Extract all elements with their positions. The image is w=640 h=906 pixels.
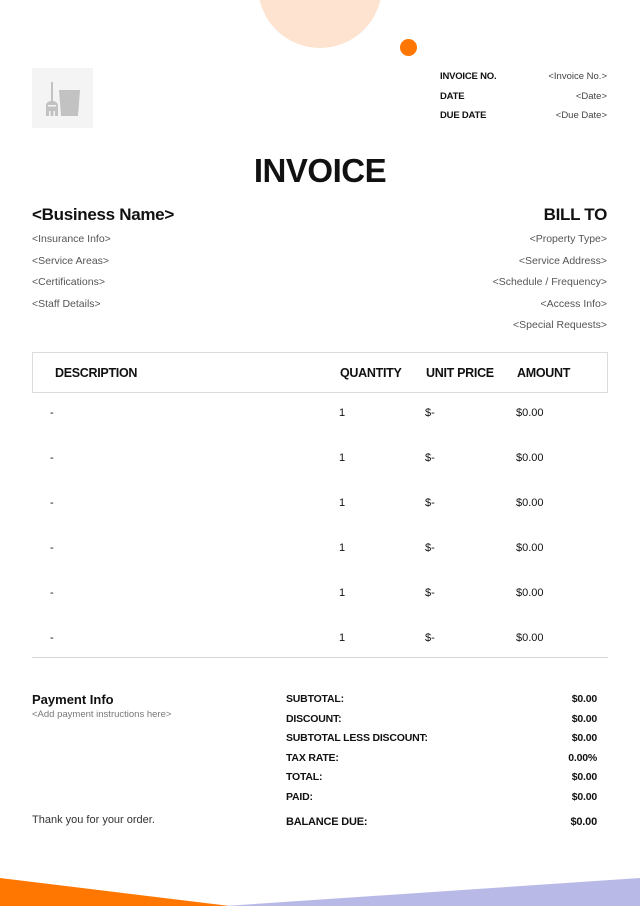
table-row bbox=[32, 448, 608, 468]
cleaning-broom-bucket-icon bbox=[43, 80, 83, 116]
table-row bbox=[32, 628, 608, 648]
date-value[interactable]: <Date> bbox=[575, 90, 607, 102]
tax-rate-value[interactable]: 0.00% bbox=[568, 751, 597, 764]
row-description[interactable]: - bbox=[50, 542, 54, 554]
date-label: DATE bbox=[440, 90, 465, 102]
table-row bbox=[32, 403, 608, 423]
special-requests[interactable]: <Special Requests> bbox=[513, 319, 607, 331]
business-name[interactable]: <Business Name> bbox=[32, 205, 174, 224]
page-title: INVOICE bbox=[253, 152, 387, 189]
table-header bbox=[32, 352, 608, 393]
row-quantity[interactable]: 1 bbox=[339, 632, 346, 644]
business-logo bbox=[32, 68, 93, 128]
discount-row bbox=[286, 710, 597, 730]
tax-rate-row bbox=[286, 749, 597, 769]
header-description: DESCRIPTION bbox=[55, 366, 138, 380]
payment-info bbox=[32, 692, 272, 720]
totals-summary bbox=[286, 690, 597, 833]
row-amount: $0.00 bbox=[516, 452, 544, 464]
discount-value[interactable]: $0.00 bbox=[571, 712, 597, 725]
balance-due-value: $0.00 bbox=[570, 816, 597, 828]
row-description[interactable]: - bbox=[50, 407, 54, 419]
header-unit-price: UNIT PRICE bbox=[426, 366, 494, 380]
invoice-no-label: INVOICE NO. bbox=[440, 71, 497, 83]
balance-due-label: BALANCE DUE: bbox=[286, 816, 368, 828]
service-areas[interactable]: <Service Areas> bbox=[32, 254, 110, 267]
table-row bbox=[32, 538, 608, 558]
insurance-info[interactable]: <Insurance Info> bbox=[32, 233, 111, 245]
row-unit-price[interactable]: $- bbox=[425, 587, 435, 599]
line-items-table bbox=[32, 352, 608, 658]
row-amount: $0.00 bbox=[516, 632, 544, 644]
header-quantity: QUANTITY bbox=[340, 366, 402, 380]
row-unit-price[interactable]: $- bbox=[425, 407, 435, 419]
payment-info-heading: Payment Info bbox=[32, 692, 114, 707]
row-description[interactable]: - bbox=[50, 587, 54, 599]
row-quantity[interactable]: 1 bbox=[339, 452, 346, 464]
meta-row-date bbox=[440, 87, 607, 107]
payment-instructions[interactable]: <Add payment instructions here> bbox=[32, 709, 172, 720]
bill-to bbox=[307, 205, 607, 337]
row-unit-price[interactable]: $- bbox=[425, 452, 435, 464]
row-description[interactable]: - bbox=[50, 452, 54, 464]
paid-label: PAID: bbox=[286, 790, 313, 803]
row-quantity[interactable]: 1 bbox=[339, 542, 346, 554]
row-quantity[interactable]: 1 bbox=[339, 587, 346, 599]
invoice-meta bbox=[440, 67, 607, 126]
paid-row bbox=[286, 788, 597, 808]
row-unit-price[interactable]: $- bbox=[425, 542, 435, 554]
balance-due-row bbox=[286, 813, 597, 833]
discount-label: DISCOUNT: bbox=[286, 712, 342, 725]
decorative-bottom-wedges bbox=[0, 870, 640, 906]
bill-to-heading: BILL TO bbox=[543, 205, 607, 224]
row-quantity[interactable]: 1 bbox=[339, 497, 346, 509]
certifications[interactable]: <Certifications> bbox=[32, 276, 105, 288]
meta-row-due-date bbox=[440, 106, 607, 126]
row-description[interactable]: - bbox=[50, 497, 54, 509]
table-body bbox=[32, 393, 608, 658]
tax-rate-label: TAX RATE: bbox=[286, 751, 339, 764]
header-amount: AMOUNT bbox=[517, 366, 571, 380]
paid-value[interactable]: $0.00 bbox=[571, 790, 597, 803]
row-amount: $0.00 bbox=[516, 587, 544, 599]
table-row bbox=[32, 583, 608, 603]
subtotal-less-discount-value: $0.00 bbox=[571, 732, 597, 744]
total-label: TOTAL: bbox=[286, 771, 323, 783]
due-date-value[interactable]: <Due Date> bbox=[555, 110, 607, 122]
property-type[interactable]: <Property Type> bbox=[529, 233, 607, 245]
thank-you-note: Thank you for your order. bbox=[32, 814, 155, 826]
subtotal-less-discount-label: SUBTOTAL LESS DISCOUNT: bbox=[286, 732, 428, 744]
row-amount: $0.00 bbox=[516, 407, 544, 419]
decorative-orange-dot bbox=[400, 39, 417, 56]
row-description[interactable]: - bbox=[50, 632, 54, 644]
row-quantity[interactable]: 1 bbox=[339, 407, 346, 419]
invoice-no-value[interactable]: <Invoice No.> bbox=[548, 71, 607, 83]
schedule-frequency[interactable]: <Schedule / Frequency> bbox=[492, 276, 607, 288]
staff-details[interactable]: <Staff Details> bbox=[32, 297, 101, 310]
business-info bbox=[32, 205, 332, 315]
table-row bbox=[32, 493, 608, 513]
subtotal-label: SUBTOTAL: bbox=[286, 693, 344, 705]
decorative-peach-circle bbox=[258, 0, 382, 48]
service-address[interactable]: <Service Address> bbox=[518, 254, 607, 267]
access-info[interactable]: <Access Info> bbox=[540, 297, 607, 310]
row-unit-price[interactable]: $- bbox=[425, 497, 435, 509]
subtotal-less-discount-row bbox=[286, 729, 597, 749]
meta-row-invoice-no bbox=[440, 67, 607, 87]
row-amount: $0.00 bbox=[516, 497, 544, 509]
subtotal-value: $0.00 bbox=[571, 693, 597, 705]
subtotal-row bbox=[286, 690, 597, 710]
total-value: $0.00 bbox=[571, 771, 597, 783]
row-unit-price[interactable]: $- bbox=[425, 632, 435, 644]
total-row bbox=[286, 768, 597, 788]
due-date-label: DUE DATE bbox=[440, 110, 487, 122]
row-amount: $0.00 bbox=[516, 542, 544, 554]
